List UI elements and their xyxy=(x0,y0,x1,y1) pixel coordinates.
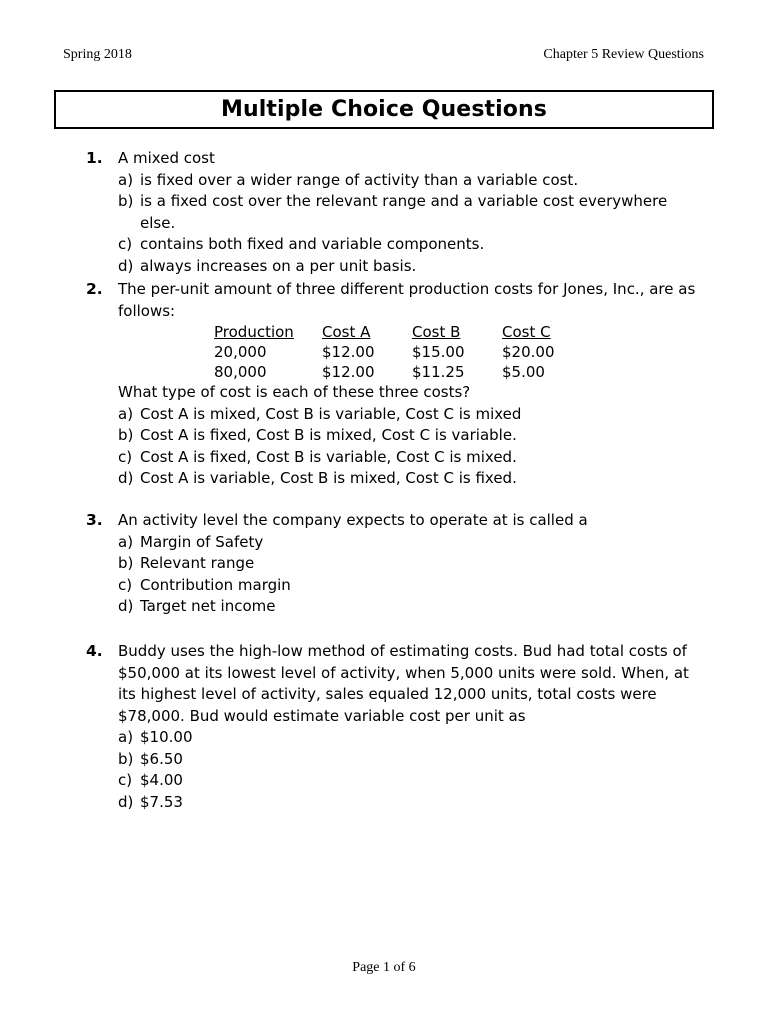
column-header: Cost C xyxy=(502,323,551,341)
question-followup: What type of cost is each of these three costs? xyxy=(118,383,471,401)
option-a: a) Margin of Safety xyxy=(118,532,264,551)
table-row xyxy=(214,342,582,362)
page-title: Multiple Choice Questions xyxy=(221,97,547,122)
table-cell: $20.00 xyxy=(502,343,555,361)
question-stem: An activity level the company expects to operate at is called a xyxy=(118,511,588,529)
table-cell: $15.00 xyxy=(412,343,465,361)
question-number: 2. xyxy=(86,280,103,298)
option-c: c) contains both fixed and variable components. xyxy=(118,235,485,253)
table-cell: $12.00 xyxy=(322,343,375,361)
option-c: c) $4.00 xyxy=(118,771,183,789)
table-cell: $11.25 xyxy=(412,363,465,381)
column-header: Cost A xyxy=(322,323,371,341)
option-d: d) $7.53 xyxy=(118,792,183,811)
question-stem: A mixed cost xyxy=(118,149,215,167)
page-footer: Page 1 of 6 xyxy=(352,960,416,975)
option-a: a) Cost A is mixed, Cost B is variable, Cost C is mixed xyxy=(118,404,522,423)
question-1 xyxy=(86,148,706,277)
option-d: d) always increases on a per unit basis. xyxy=(118,256,417,275)
option-c: c) Cost A is fixed, Cost B is variable, Cost C is mixed. xyxy=(118,447,517,466)
title-box xyxy=(54,90,714,129)
option-d: d) Target net income xyxy=(118,597,276,615)
question-number: 1. xyxy=(86,149,103,167)
header-left: Spring 2018 xyxy=(63,47,132,62)
question-number: 4. xyxy=(86,642,103,660)
question-number: 3. xyxy=(86,511,103,529)
question-3 xyxy=(86,510,706,618)
question-stem: The per-unit amount of three different production costs for Jones, Inc., are as follows: xyxy=(118,280,696,320)
table-cell: 20,000 xyxy=(214,343,267,361)
question-stem: Buddy uses the high-low method of estimating costs. Bud had total costs of $50,000 at its lowest level of activity, when 5,000 units were sold. When, at its highest level of activity, sales equaled 12,000 units, total costs were $78,000. Bud would estimate variable cost per unit as xyxy=(118,642,689,725)
table-cell: $5.00 xyxy=(502,363,545,381)
header-right: Chapter 5 Review Questions xyxy=(543,47,704,62)
table-cell: 80,000 xyxy=(214,363,267,381)
option-b: b) is a fixed cost over the relevant range and a variable cost everywhere else. xyxy=(118,192,668,232)
option-a: a) is fixed over a wider range of activity than a variable cost. xyxy=(118,170,579,189)
question-2 xyxy=(86,279,706,490)
option-a: a) $10.00 xyxy=(118,728,193,746)
column-header: Cost B xyxy=(412,323,461,341)
table-header-row xyxy=(214,322,582,342)
table-cell: $12.00 xyxy=(322,363,375,381)
option-d: d) Cost A is variable, Cost B is mixed, Cost C is fixed. xyxy=(118,469,517,487)
cost-table xyxy=(214,322,582,382)
option-b: b) Cost A is fixed, Cost B is mixed, Cost C is variable. xyxy=(118,426,517,444)
column-header: Production xyxy=(214,323,294,341)
option-b: b) $6.50 xyxy=(118,749,183,768)
option-b: b) Relevant range xyxy=(118,554,255,572)
question-4 xyxy=(86,641,706,813)
table-row xyxy=(214,362,582,382)
option-c: c) Contribution margin xyxy=(118,575,291,594)
